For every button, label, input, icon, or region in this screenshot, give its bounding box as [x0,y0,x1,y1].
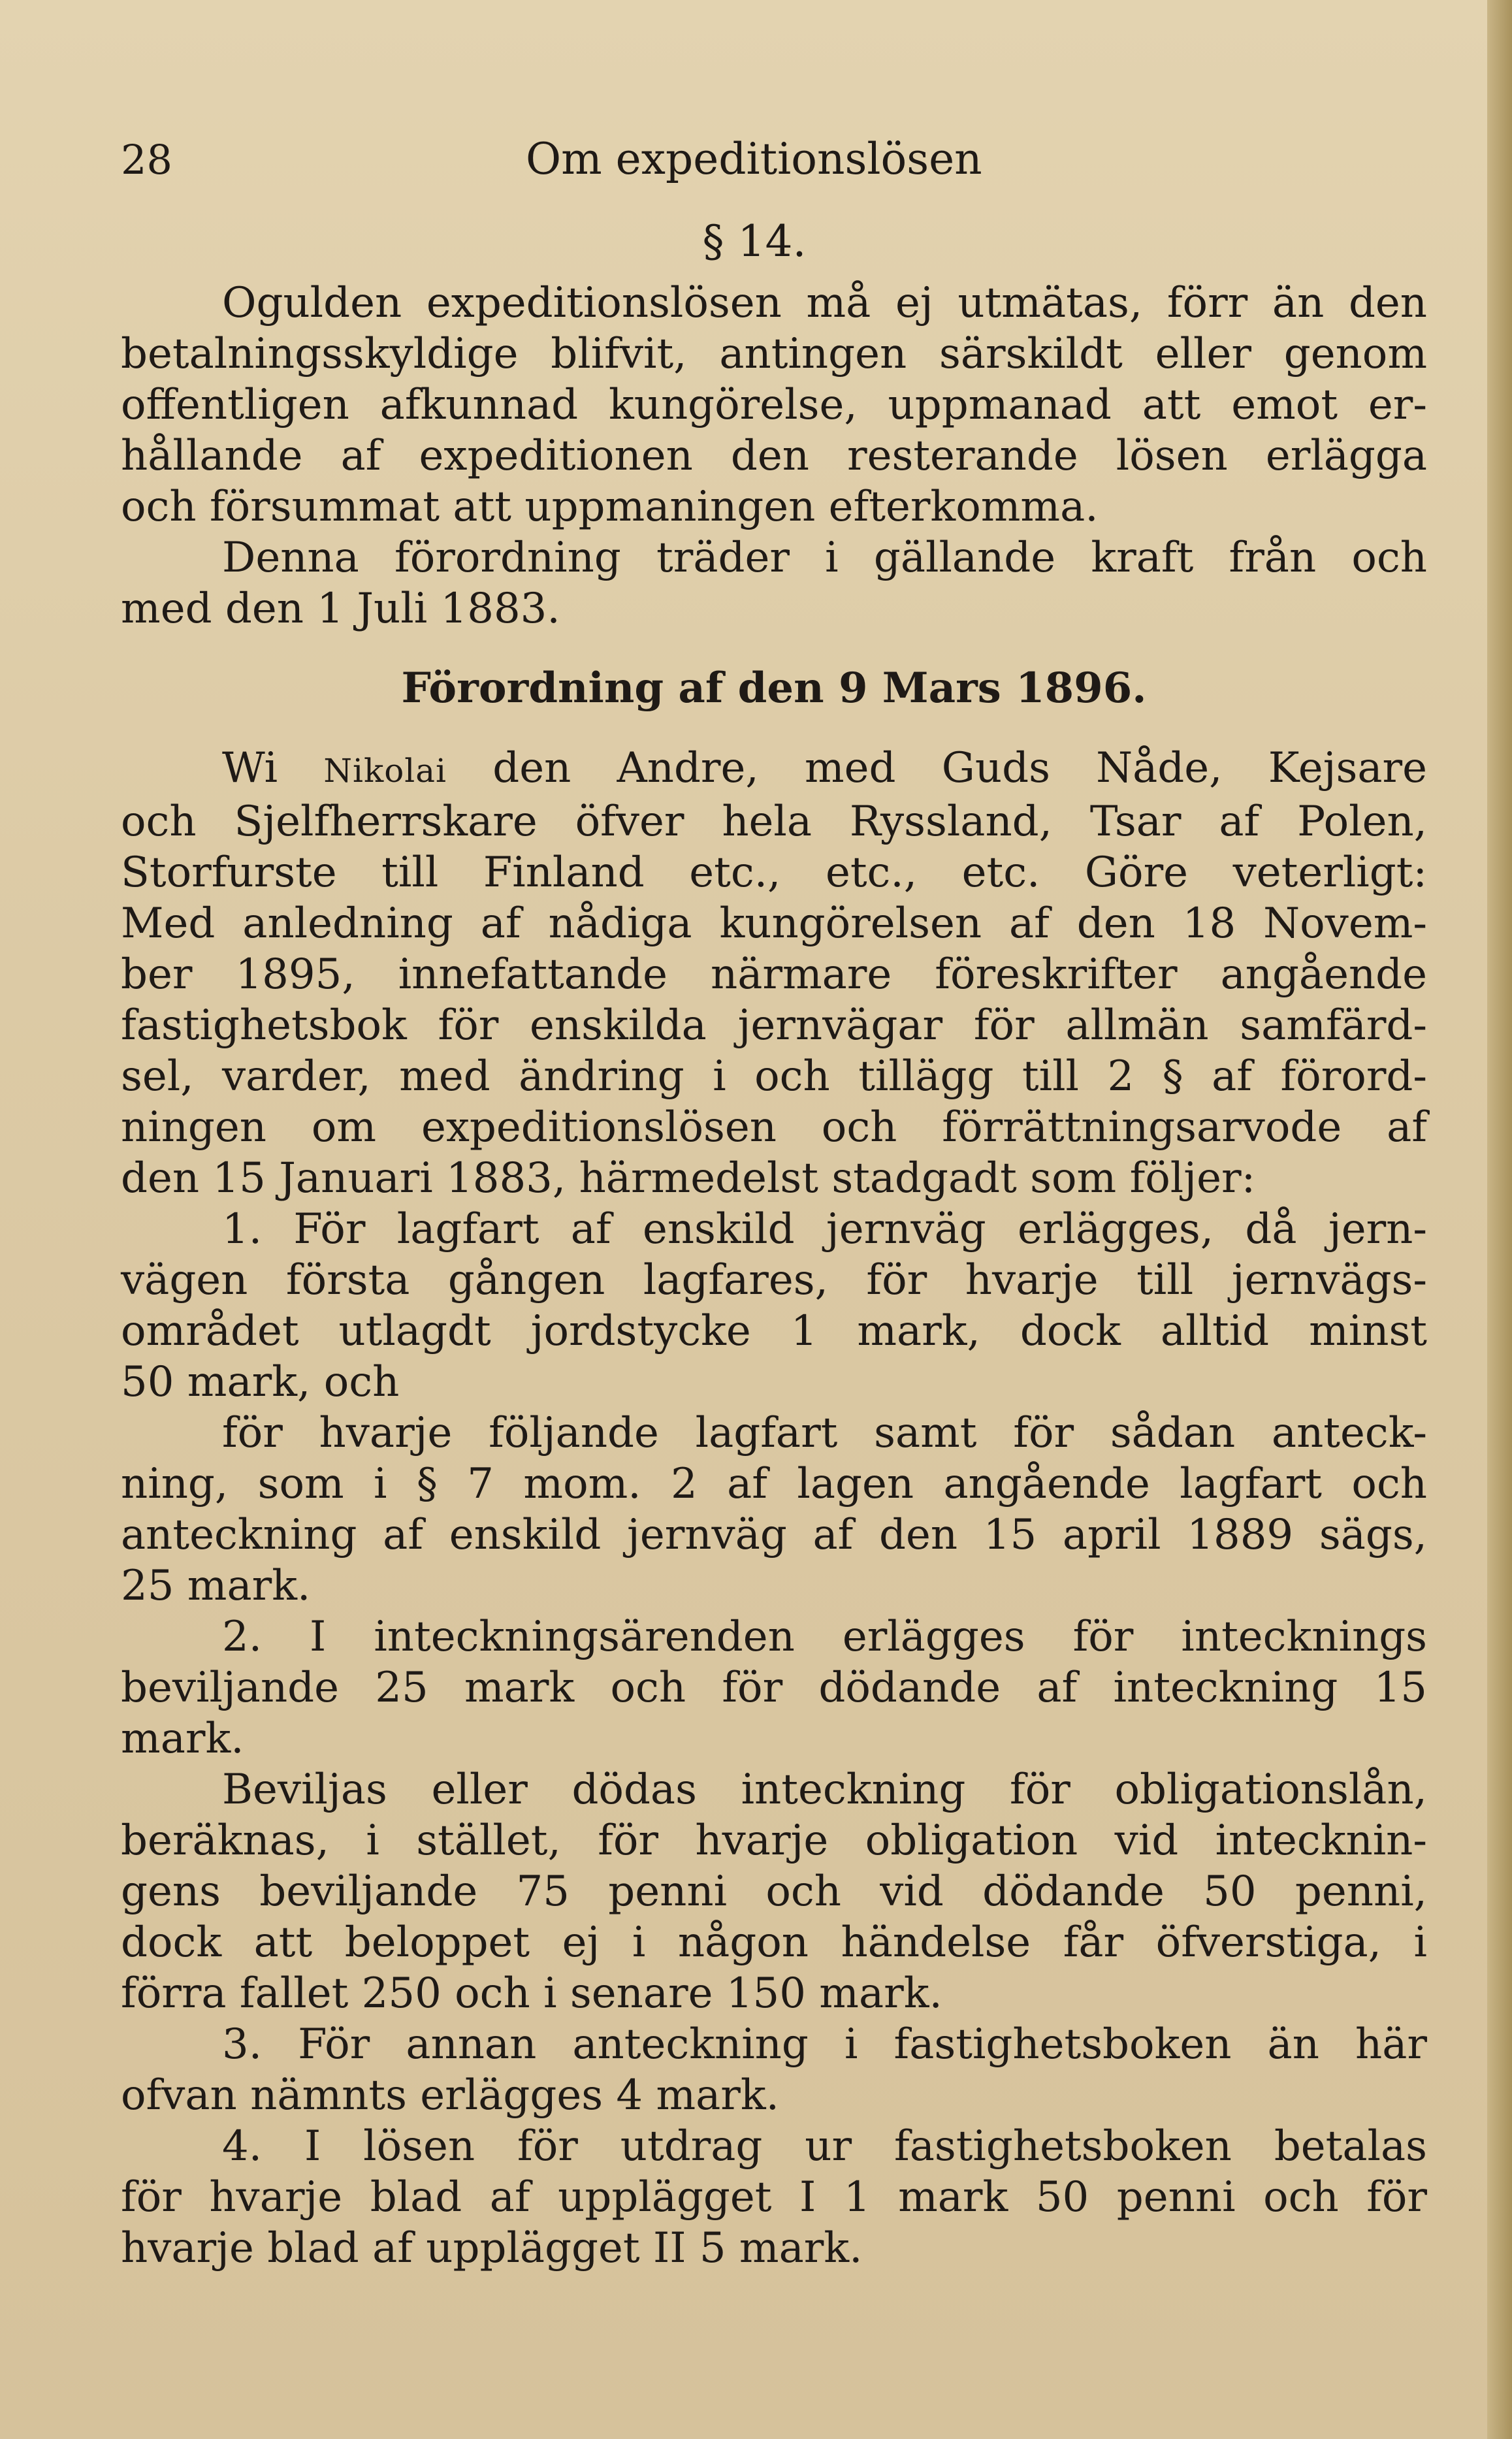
text-line: 1. För lagfart af enskild jernväg erlägges, då jern- [222,1205,1427,1253]
text-line: för hvarje följande lagfart samt för sådan anteck- [222,1409,1427,1457]
text-line: och Sjelfherrskare öfver hela Ryssland, Tsar af Polen, [121,798,1427,846]
text-line: Denna förordning träder i gällande kraft från och [222,534,1427,582]
decree-item-2 [121,1611,1427,1764]
text-line: 3. För annan anteckning i fastighetsboken än här [222,2020,1427,2069]
text-line: Ogulden expeditionslösen må ej utmätas, förr än den [222,279,1427,327]
text-line: hållande af expeditionen den resterande lösen erlägga [121,432,1427,480]
text-line: betalningsskyldige blifvit, antingen särskildt eller genom [121,330,1427,378]
text-line: den 15 Januari 1883, härmedelst stadgadt som följer: [121,1154,1256,1203]
text-line: mark. [121,1715,244,1763]
page-edge [1487,0,1512,2439]
text-line: området utlagdt jordstycke 1 mark, dock alltid minst [121,1307,1427,1355]
text-line [121,743,1427,796]
text-line: för hvarje blad af upplägget I 1 mark 50 penni och för [121,2173,1427,2221]
intro-first-rest: den Andre, med Guds Nåde, Kejsare [492,744,1428,792]
text-line: 50 mark, och [121,1358,400,1406]
text-line: dock att beloppet ej i någon händelse får öfverstiga, i [121,1918,1427,1967]
text-line: fastighetsbok för enskilda jernvägar för allmän samfärd- [121,1001,1427,1050]
intro-first-word: Wi [222,744,278,792]
decree-intro [121,743,1427,1204]
running-title: Om expeditionslösen [526,134,982,184]
section-paragraph-2 [121,532,1427,634]
text-line: ningen om expeditionslösen och förrättningsarvode af [121,1103,1427,1152]
text-line: Med anledning af nådiga kungörelsen af den 18 Novem- [121,899,1427,948]
page-number: 28 [121,136,172,184]
text-line: med den 1 Juli 1883. [121,585,560,633]
text-line: ber 1895, innefattande närmare föreskrifter angående [121,950,1427,999]
section-title: § 14. [702,216,807,267]
decree-heading: Förordning af den 9 Mars 1896. [401,664,1147,713]
decree-item-4 [121,2121,1427,2274]
decree-item-1 [121,1204,1427,1408]
decree-item-3 [121,2019,1427,2121]
text-line: sel, varder, med ändring i och tillägg till 2 § af förord- [121,1052,1427,1101]
section-paragraph-1 [121,278,1427,532]
decree-item-2-continued [121,1764,1427,2019]
text-line: 4. I lösen för utdrag ur fastighetsboken betalas [222,2122,1427,2171]
text-line: hvarje blad af upplägget II 5 mark. [121,2224,863,2272]
text-line: ning, som i § 7 mom. 2 af lagen angående lagfart och [121,1460,1427,1508]
text-block [121,134,1427,2274]
text-line: Storfurste till Finland etc., etc., etc. Göre veterligt: [121,848,1427,897]
text-line: förra fallet 250 och i senare 150 mark. [121,1969,942,2018]
text-line: beviljande 25 mark och för dödande af inteckning 15 [121,1664,1427,1712]
decree-item-1-continued [121,1408,1427,1611]
text-line: anteckning af enskild jernväg af den 15 april 1889 sägs, [121,1511,1427,1559]
text-line: Beviljas eller dödas inteckning för obligationslån, [222,1766,1427,1814]
text-line: offentligen afkunnad kungörelse, uppmanad att emot er- [121,381,1427,429]
text-line: ofvan nämnts erlägges 4 mark. [121,2071,779,2120]
page-header [121,134,1427,206]
text-line: 2. I inteckningsärenden erlägges för intecknings [222,1613,1427,1661]
text-line: beräknas, i stället, för hvarje obligation vid intecknin- [121,1817,1427,1865]
sovereign-name: Nikolai [323,752,447,790]
text-line: gens beviljande 75 penni och vid dödande 50 penni, [121,1867,1427,1916]
text-line: vägen första gången lagfares, för hvarje till jernvägs- [121,1256,1427,1304]
text-line: och försummat att uppmaningen efterkomma. [121,483,1099,531]
text-line: 25 mark. [121,1562,311,1610]
